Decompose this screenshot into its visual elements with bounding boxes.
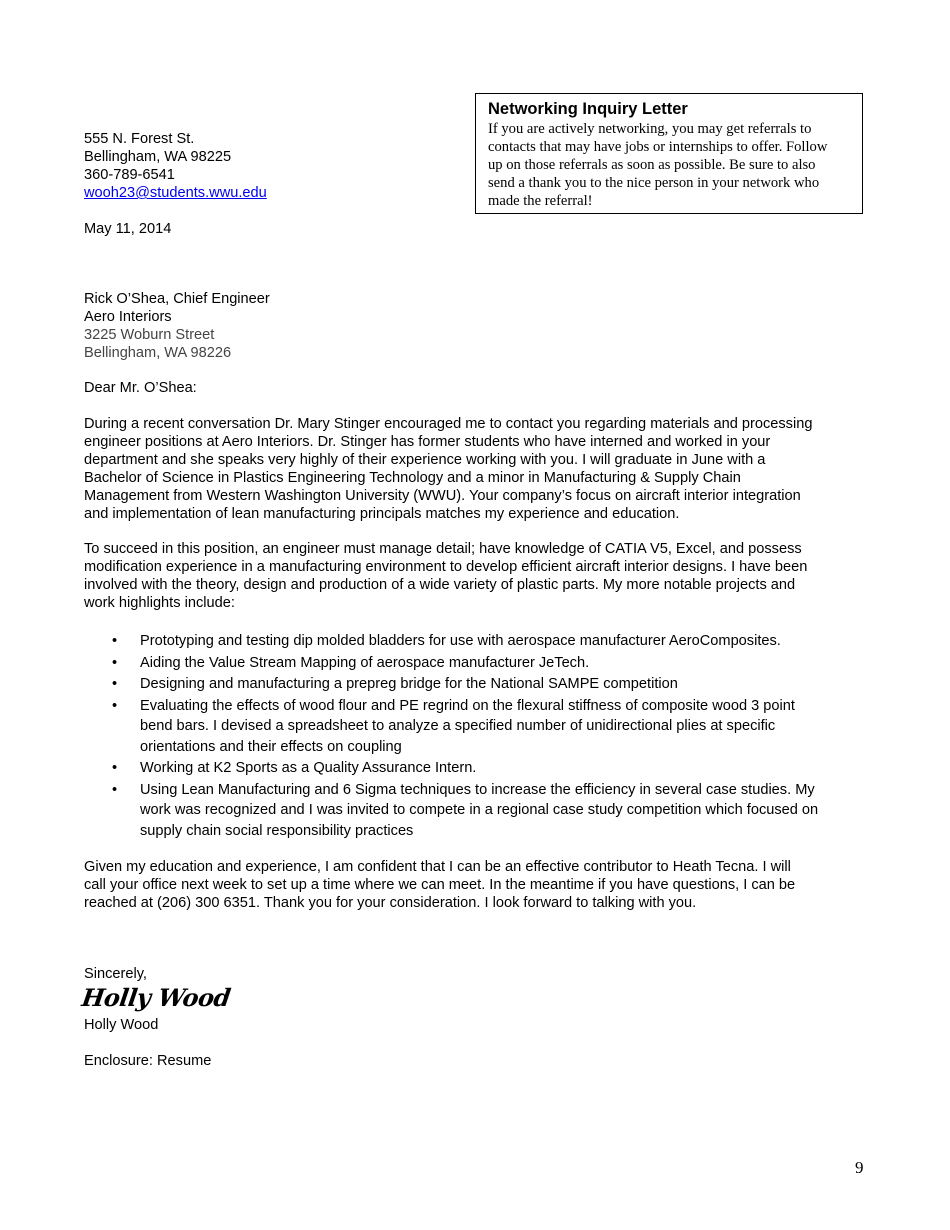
recipient-address (84, 290, 270, 362)
enclosure-note (84, 1052, 211, 1070)
salutation-text: Dear Mr. O’Shea: (84, 380, 197, 396)
list-item-line: work was recognized and I was invited to compete in a regional case study competition which focused on (140, 802, 819, 818)
signer-name (84, 1016, 158, 1034)
bullet-icon: • (112, 654, 118, 671)
list-item (112, 696, 872, 758)
paragraph-line: work highlights include: (84, 595, 235, 611)
bullet-icon: • (112, 781, 118, 798)
list-item (112, 758, 872, 779)
sender-address (84, 130, 267, 202)
recipient-name: Rick O’Shea, Chief Engineer (84, 291, 270, 307)
recipient-street: 3225 Woburn Street (84, 327, 215, 343)
bullet-icon: • (112, 676, 118, 692)
networking-tip-box (475, 93, 863, 214)
list-item-line: Aiding the Value Stream Mapping of aerospace manufacturer JeTech. (140, 654, 590, 671)
paragraph-line: and implementation of lean manufacturing principals matches my experience and education. (84, 506, 680, 522)
list-item (112, 653, 872, 674)
signer-name-text: Holly Wood (84, 1017, 159, 1033)
recipient-city: Bellingham, WA 98226 (84, 345, 232, 361)
bullet-icon: • (112, 697, 118, 714)
tip-box-title: Networking Inquiry Letter (488, 100, 688, 118)
enclosure-text: Enclosure: Resume (84, 1053, 212, 1069)
recipient-company: Aero Interiors (84, 309, 172, 325)
salutation (84, 379, 197, 397)
sender-phone: 360-789-6541 (84, 167, 175, 183)
bullet-icon: • (112, 760, 118, 776)
paragraph-line: Given my education and experience, I am confident that I can be an effective contributor to Heath Tecna. I will (84, 859, 791, 875)
bullet-icon: • (112, 633, 118, 649)
list-item-line: orientations and their effects on coupling (140, 738, 402, 755)
list-item-line: Prototyping and testing dip molded bladders for use with aerospace manufacturer AeroComposites. (140, 633, 781, 649)
handwritten-signature: Holly Wood (80, 983, 233, 1012)
closing (84, 965, 147, 983)
list-item-line: Designing and manufacturing a prepreg bridge for the National SAMPE competition (140, 676, 678, 692)
list-item (112, 631, 872, 652)
list-item (112, 780, 872, 842)
paragraph-line: Management from Western Washington University (WWU). Your company’s focus on aircraft interior integration (84, 488, 801, 504)
paragraph-line: modification experience in a manufacturing environment to develop efficient aircraft interior designs. I have been (84, 559, 808, 575)
tip-box-body (488, 120, 850, 210)
list-item-line: supply chain social responsibility practices (140, 822, 414, 839)
tip-box-line: If you are actively networking, you may get referrals to (488, 121, 812, 137)
list-item-line: Evaluating the effects of wood flour and PE regrind on the flexural stiffness of composite wood 3 point (140, 697, 795, 714)
paragraph-line: department and she speaks very highly of their experience working with you. I will graduate in June with a (84, 452, 766, 468)
sender-street: 555 N. Forest St. (84, 131, 195, 147)
tip-box-line: send a thank you to the nice person in your network who (488, 175, 820, 191)
tip-box-line: up on those referrals as soon as possible. Be sure to also (488, 157, 816, 173)
sender-email-link[interactable]: wooh23@students.wwu.edu (84, 185, 267, 201)
paragraph-line: call your office next week to set up a time where we can meet. In the meantime if you have questions, I can be (84, 877, 796, 893)
tip-box-line: contacts that may have jobs or internships to offer. Follow (488, 139, 828, 155)
list-item-line: Working at K2 Sports as a Quality Assurance Intern. (140, 760, 477, 776)
paragraph-line: During a recent conversation Dr. Mary Stinger encouraged me to contact you regarding materials and processing (84, 416, 813, 432)
body-paragraph-1 (84, 415, 864, 523)
body-paragraph-3 (84, 858, 864, 912)
list-item (112, 674, 872, 695)
list-item-line: bend bars. I devised a spreadsheet to analyze a specified number of unidirectional plies at specific (140, 718, 776, 734)
paragraph-line: reached at (206) 300 6351. Thank you for your consideration. I look forward to talking with you. (84, 895, 697, 911)
sender-city: Bellingham, WA 98225 (84, 149, 232, 165)
paragraph-line: engineer positions at Aero Interiors. Dr. Stinger has former students who have interned and worked in your (84, 434, 771, 450)
paragraph-line: involved with the theory, design and production of a wide variety of plastic parts. My more notable projects and (84, 577, 796, 593)
letter-date (84, 220, 171, 238)
page-number: 9 (855, 1158, 864, 1177)
date-text: May 11, 2014 (84, 221, 172, 237)
highlights-list (112, 631, 872, 842)
list-item-line: Using Lean Manufacturing and 6 Sigma techniques to increase the efficiency in several case studies. My (140, 781, 815, 798)
body-paragraph-2 (84, 540, 864, 612)
tip-box-line: made the referral! (488, 193, 593, 209)
paragraph-line: To succeed in this position, an engineer must manage detail; have knowledge of CATIA V5, Excel, and possess (84, 541, 802, 557)
closing-text: Sincerely, (84, 966, 147, 982)
paragraph-line: Bachelor of Science in Plastics Engineering Technology and a minor in Manufacturing & Supply Chain (84, 470, 741, 486)
